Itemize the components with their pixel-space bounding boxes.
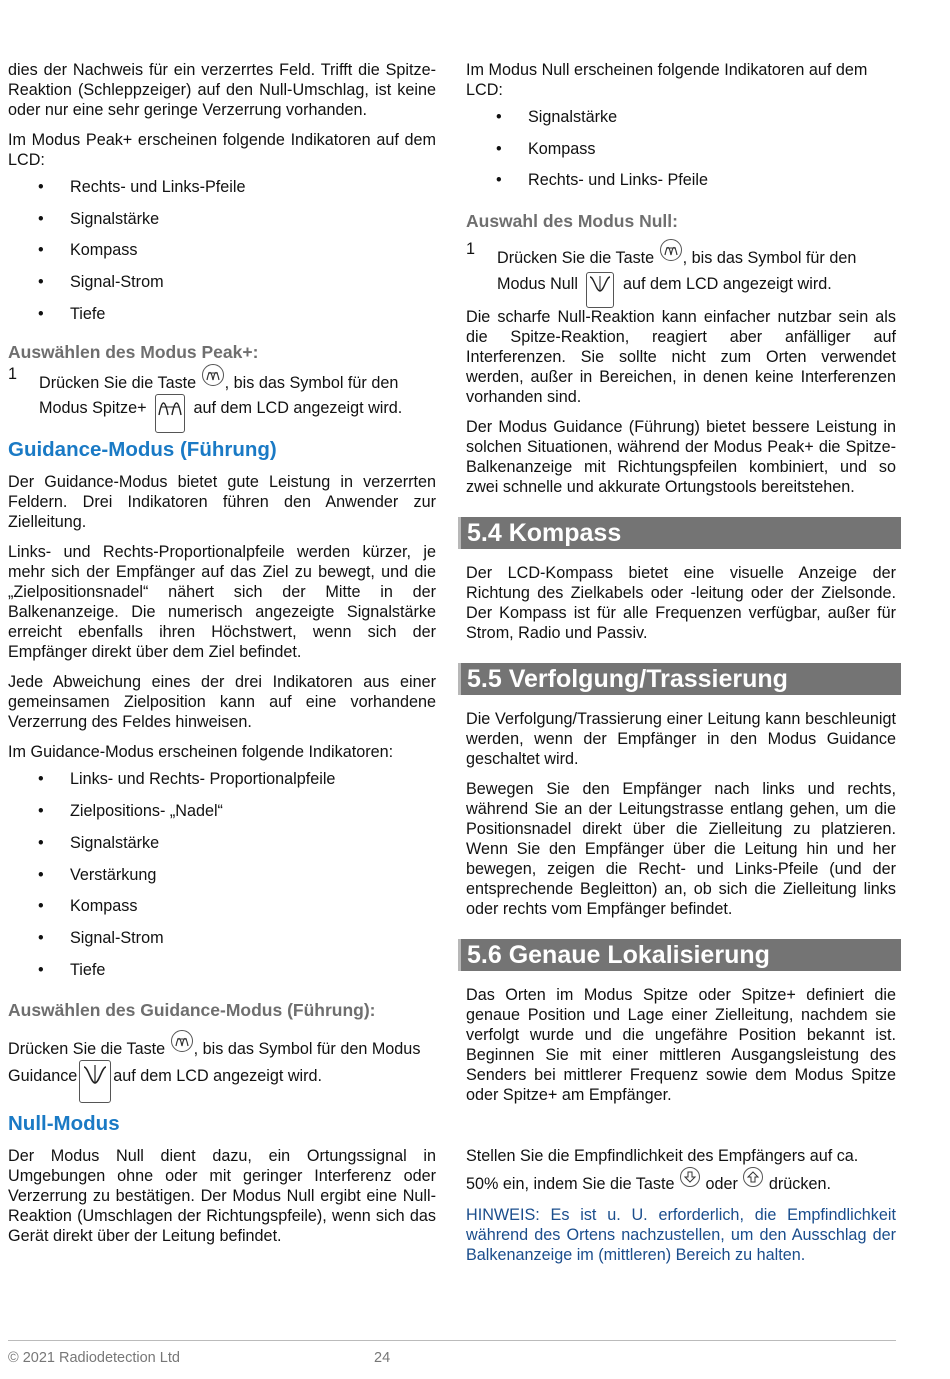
peak-step <box>8 364 436 426</box>
step-text: Modus Null <box>497 275 578 294</box>
null-select-heading: Auswahl des Modus Null: <box>466 211 678 232</box>
paragraph: Im Guidance-Modus erscheinen folgende Indikatoren: <box>8 743 394 762</box>
step-text: Modus Spitze+ <box>39 399 147 418</box>
section-heading-5-4: 5.4 Kompass <box>458 517 901 549</box>
footer-copyright: © 2021 Radiodetection Ltd <box>8 1350 180 1366</box>
sensitivity-instruction <box>466 1145 896 1193</box>
guidance-heading: Guidance-Modus (Führung) <box>8 438 277 462</box>
step-number: 1 <box>8 365 18 384</box>
step-text: Drücken Sie die Taste <box>8 1040 166 1059</box>
guidance-mode-icon <box>79 1060 111 1103</box>
step-text: Drücken Sie die Taste <box>497 249 655 268</box>
peak-indicator-list <box>8 172 436 330</box>
guidance-indicator-list <box>8 764 436 986</box>
list-item: • Links- und Rechts- Proportionalpfeile <box>8 764 436 796</box>
step-text: drücken. <box>768 1175 831 1194</box>
null-indicator-list <box>466 102 896 197</box>
paragraph: Das Orten im Modus Spitze oder Spitze+ definiert die genaue Position und Lage einer Zielleitung, nachdem sie verfolgt wurde und die ungefähre Position bekannt ist. Beginnen Sie mit einer mittleren Ausgangsleistung des Senders bei mittlerer Frequenz sowie dem Modus Spitze oder Spitze+ am Empfänger. <box>466 986 896 1105</box>
guidance-step <box>8 1030 436 1096</box>
step-text: 50% ein, indem Sie die Taste <box>466 1175 675 1194</box>
list-item: • Signal-Strom <box>8 923 436 955</box>
null-mode-heading: Null-Modus <box>8 1112 120 1136</box>
step-text: , bis das Symbol für den <box>224 374 399 393</box>
list-item: • Kompass <box>8 235 436 267</box>
step-text: Drücken Sie die Taste <box>39 374 197 393</box>
right-column <box>466 60 896 1275</box>
step-text: , bis das Symbol für den <box>682 249 857 268</box>
step-number: 1 <box>466 240 476 259</box>
footer-divider <box>8 1340 896 1341</box>
paragraph: Die scharfe Null-Reaktion kann einfacher nutzbar sein als die Spitze-Reaktion, reagiert aber anfälliger auf Interferenzen. Sie sollte nicht zum Orten verwendet werden, außer in Bereichen, in denen keine Interferenzen vorhanden sind. <box>466 308 896 407</box>
null-mode-icon <box>586 272 614 308</box>
left-column <box>8 60 436 1256</box>
paragraph: Im Modus Peak+ erscheinen folgende Indikatoren auf dem LCD: <box>8 131 436 169</box>
paragraph: Der Guidance-Modus bietet gute Leistung in verzerrten Feldern. Drei Indikatoren führen den Anwender zur Zielleitung. <box>8 473 436 532</box>
step-text: auf dem LCD angezeigt wird. <box>622 275 832 294</box>
paragraph: Im Modus Null erscheinen folgende Indikatoren auf dem LCD: <box>466 61 868 99</box>
list-item: • Signalstärke <box>466 102 896 134</box>
guidance-select-heading: Auswählen des Guidance-Modus (Führung): <box>8 1000 376 1021</box>
null-step <box>466 239 896 301</box>
peak-select-heading: Auswählen des Modus Peak+: <box>8 342 259 363</box>
list-item: • Tiefe <box>8 299 436 331</box>
arrow-down-key-icon <box>680 1167 700 1187</box>
mode-key-icon <box>171 1030 193 1052</box>
sensitivity-line-1: Stellen Sie die Empfindlichkeit des Empfängers auf ca. <box>466 1147 859 1166</box>
list-item: • Tiefe <box>8 955 436 987</box>
list-item: • Rechts- und Links-Pfeile <box>8 172 436 204</box>
list-item: • Verstärkung <box>8 860 436 892</box>
peak-plus-mode-icon <box>155 394 185 433</box>
step-text: auf dem LCD angezeigt wird. <box>113 1067 323 1086</box>
list-item: • Kompass <box>8 891 436 923</box>
step-text: , bis das Symbol für den Modus <box>193 1040 421 1059</box>
mode-key-icon <box>202 364 224 386</box>
step-text: Guidance <box>8 1067 78 1086</box>
paragraph: Der Modus Null dient dazu, ein Ortungssignal in Umgebungen ohne oder mit geringer Interferenz oder Verzerrung zu bestätigen. Der Modus Null ergibt eine Null-Reaktion (Umschlagen der Richtungspfeile), wenn sich das Gerät direkt über der Leitung befindet. <box>8 1147 436 1246</box>
section-heading-5-5: 5.5 Verfolgung/Trassierung <box>458 663 901 695</box>
list-item: • Zielpositions- „Nadel“ <box>8 796 436 828</box>
arrow-up-key-icon <box>743 1167 763 1187</box>
page-number: 24 <box>374 1350 391 1366</box>
list-item: • Signalstärke <box>8 828 436 860</box>
paragraph: Der LCD-Kompass bietet eine visuelle Anzeige der Richtung des Zielkabels oder -leitung oder der Zielsonde. Der Kompass ist für alle Frequenzen verfügbar, außer für Strom, Radio und Passiv. <box>466 564 896 643</box>
list-item: • Kompass <box>466 134 896 166</box>
list-item: • Signal-Strom <box>8 267 436 299</box>
paragraph: dies der Nachweis für ein verzerrtes Feld. Trifft die Spitze-Reaktion (Schleppzeiger) auf den Null-Umschlag, ist keine oder nur eine sehr geringe Verzerrung vorhanden. <box>8 61 436 119</box>
paragraph: Der Modus Guidance (Führung) bietet bessere Leistung in solchen Situationen, während der Modus Peak+ die Spitze-Balkenanzeige mit Richtungspfeilen kombiniert, und so zwei schnelle und akkurate Ortungstools bereitstehen. <box>466 418 896 497</box>
paragraph: Die Verfolgung/Trassierung einer Leitung kann beschleunigt werden, wenn der Empfänger in den Modus Guidance geschaltet wird. <box>466 710 896 769</box>
list-item: • Rechts- und Links- Pfeile <box>466 165 896 197</box>
paragraph: Jede Abweichung eines der drei Indikatoren aus einer gemeinsamen Zielposition kann auf eine vorhandene Verzerrung des Feldes hinweisen. <box>8 673 436 732</box>
section-heading-5-6: 5.6 Genaue Lokalisierung <box>458 939 901 971</box>
list-item: • Signalstärke <box>8 204 436 236</box>
mode-key-icon <box>660 239 682 261</box>
paragraph: Links- und Rechts-Proportionalpfeile werden kürzer, je mehr sich der Empfänger auf das Ziel zu bewegt, und die „Zielpositionsnadel“ nähert sich der Mitte in der Balkenanzeige. Die numerisch angezeigte Signalstärke erreicht ebenfalls ihren Höchstwert, wenn sich der Empfänger direkt über dem Ziel befindet. <box>8 543 436 662</box>
note: HINWEIS: Es ist u. U. erforderlich, die Empfindlichkeit während des Ortens nachzustellen, um den Ausschlag der Balkenanzeige im (mittleren) Bereich zu halten. <box>466 1206 896 1265</box>
step-text: auf dem LCD angezeigt wird. <box>193 399 403 418</box>
paragraph: Bewegen Sie den Empfänger nach links und rechts, während Sie an der Leitungstrasse entlang gehen, um die Positionsnadel direkt über die Zielleitung zu platzieren. Wenn Sie den Empfänger über die Leitung hin und her bewegen, zeigen die Recht- und Links-Pfeile (und der entsprechende Begleitton) an, ob sich die Zielleitung links oder rechts vom Empfänger befindet. <box>466 780 896 919</box>
step-text: oder <box>705 1175 738 1194</box>
